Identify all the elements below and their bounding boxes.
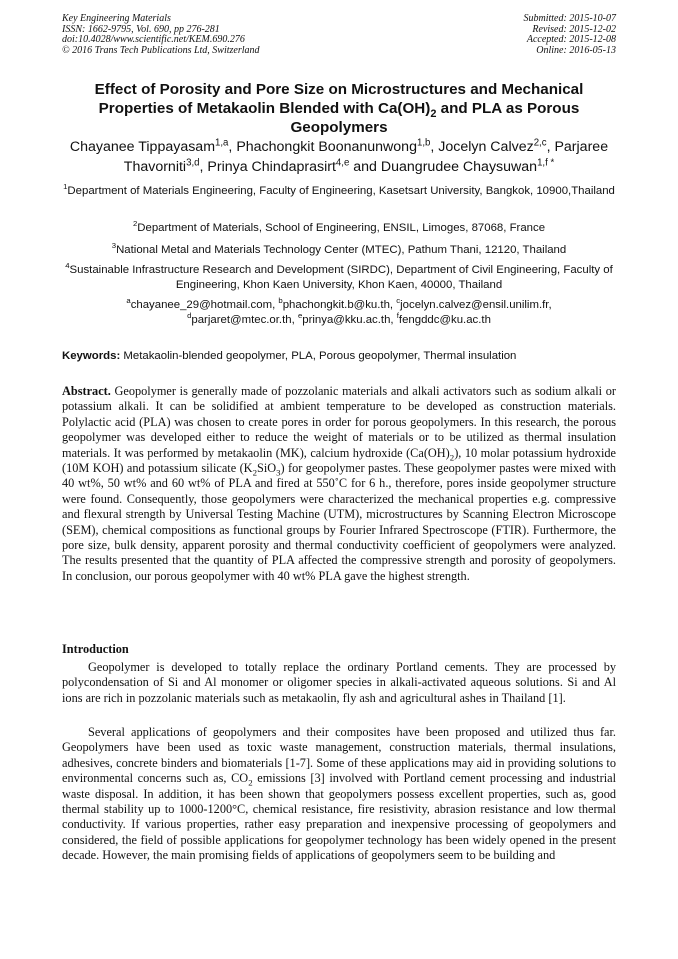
keywords: [62, 349, 616, 364]
affiliation-number: 4: [65, 261, 70, 271]
email-link[interactable]: parjaret@mtec.or.th: [191, 314, 292, 326]
author-affil-mark: 1,f *: [537, 156, 555, 168]
email-mark: b: [278, 296, 283, 306]
author-separator: ,: [228, 139, 237, 155]
journal-doi: doi:10.4028/www.scientific.net/KEM.690.276: [62, 34, 245, 46]
abstract-text: ) for geopolymer pastes. These geopolymer pastes were mixed with 40 wt%, 50 wt% and 60 wt% of PLA and fired at 550˚C for 6 h., therefore, pores inside geopolymer structure were found. Consequently, those geopolymers were characterized the mechanical properties e.g. compressive and flexural strength by Universal Testing Machine (UTM), microstructures by Scanning Electron Microscope (SEM), chemical compositions as functional groups by Fourier Infrared Spectroscope (FTIR). Furthermore, the pore size, bulk density, apparent porosity and thermal conductivity coefficient of geopolymers were analyzed. The results presented that the quantity of PLA affected the compressive strength and porosity of geopolymers. In conclusion, our porous geopolymer with 40 wt% PLA gave the highest strength.: [62, 461, 616, 583]
journal-name: Key Engineering Materials: [62, 13, 171, 24]
author-separator: and: [349, 158, 381, 175]
journal-header-left: [62, 14, 260, 56]
title-part-1: Effect of Porosity and Pore Size on Microstructures and Mechanical Properties of Metakaolin Blended with Ca(OH): [94, 81, 584, 117]
email-mark: e: [297, 311, 303, 321]
paper-title: [62, 80, 616, 137]
introduction-heading: Introduction: [62, 642, 129, 656]
email-link[interactable]: chayanee_29@hotmail.com: [130, 299, 273, 311]
author-separator: ,: [430, 139, 439, 155]
author-name: Phachongkit Boonanunwong: [236, 139, 417, 155]
affiliation-number: 3: [111, 241, 117, 251]
affiliation-text: National Metal and Materials Technology Center (MTEC), Pathum Thani, 12120, Thailand: [116, 244, 567, 256]
abstract-text: ), 10 molar potassium hydroxide (10M KOH) and potassium silicate (K: [62, 445, 616, 476]
keywords-label: Keywords:: [62, 350, 121, 362]
journal-issn: ISSN: 1662-9795, Vol. 690, pp 276-281: [62, 23, 220, 35]
introduction-paragraph-1: Geopolymer is developed to totally replace the ordinary Portland cements. They are processed by polycondensation of Si and Al monomer or oligomer species in alkali-activated aqueous solutions. Si and Al ions are rich in pozzolanic materials such as metakaolin, fly ash and agricultural ashes in Thailand [1].: [62, 660, 616, 705]
author-name: Jocelyn Calvez: [438, 139, 534, 155]
journal-header-right: [524, 14, 617, 56]
author-affil-mark: 3,d: [186, 156, 200, 168]
affiliation-4: [62, 263, 616, 293]
email-entry: [297, 311, 397, 326]
submitted-date: Submitted: 2015-10-07: [523, 13, 616, 24]
abstract-subscript: 2: [449, 452, 455, 463]
author-name: Duangrudee Chaysuwan: [380, 158, 538, 175]
affiliation-text: Department of Materials, School of Engineering, ENSIL, Limoges, 87068, France: [137, 222, 546, 234]
author-affil-mark: 4,e: [335, 156, 350, 168]
affiliation-text: Department of Materials Engineering, Faculty of Engineering, Kasetsart University, Bangkok, 10900,Thailand: [67, 185, 615, 197]
email-mark: c: [396, 296, 401, 306]
email-link[interactable]: jocelyn.calvez@ensil.unilim.fr: [400, 299, 549, 311]
author: [380, 156, 555, 175]
paragraph-text: Several applications of geopolymers and their composites have been proposed and utilized thus far. Geopolymers have been used as toxic waste management, construction materials, thermal insulations, adhesives, concrete binders and biomaterials [1-7]. Some of these applications may aid in providing solutions to environmental concerns such as, CO: [62, 725, 616, 786]
affiliation-number: 1: [63, 182, 68, 192]
email-entry: [396, 311, 491, 326]
author-separator: ,: [546, 139, 555, 155]
email-mark: d: [187, 311, 192, 321]
email-separator: ,: [548, 299, 552, 311]
email-entry: [126, 296, 279, 311]
email-entry: [187, 311, 298, 326]
author: [236, 139, 438, 155]
affiliation-number: 2: [132, 219, 138, 229]
abstract-text: Geopolymer is generally made of pozzolanic materials and alkali activators such as sodium alkali or potassium alkali. It can be solidified at ambient temperature to be developed as construction materials. Polylactic acid (PLA) was chosen to create pores in order for porous geopolymers. In this research, the porous geopolymer was developed either to reduce the weight of materials or to be utilized as thermal insulation materials. It was performed by metakaolin (MK), calcium hydroxide (Ca(OH): [62, 384, 616, 460]
author-separator: ,: [199, 158, 208, 175]
author-name: Chayanee Tippayasam: [69, 139, 216, 155]
journal-copyright: © 2016 Trans Tech Publications Ltd, Switzerland: [62, 44, 260, 56]
accepted-date: Accepted: 2015-12-08: [526, 34, 616, 46]
keywords-text: Metakaolin-blended geopolymer, PLA, Porous geopolymer, Thermal insulation: [120, 350, 517, 362]
abstract: [62, 384, 616, 584]
author-affil-mark: 1,a: [215, 137, 229, 149]
author: [207, 156, 381, 175]
title-part-2: and PLA as Porous Geopolymers: [290, 100, 580, 136]
email-entry: [396, 296, 552, 311]
online-date: Online: 2016-05-13: [536, 44, 616, 56]
paragraph-subscript: 2: [248, 777, 253, 788]
introduction-paragraph-2: [62, 725, 616, 864]
email-list: [62, 298, 616, 328]
email-link[interactable]: prinya@kku.ac.th: [302, 314, 391, 326]
author-affil-mark: 1,b: [416, 137, 431, 149]
author-name: Parjaree Thavorniti: [123, 139, 609, 175]
abstract-label: Abstract.: [62, 384, 111, 398]
abstract-text: SiO: [256, 461, 277, 476]
author-affil-mark: 2,c: [533, 137, 547, 149]
email-link[interactable]: phachongkit.b@ku.th: [282, 299, 390, 311]
email-separator: ,: [272, 299, 279, 311]
affiliation-2: [62, 221, 616, 236]
abstract-subscript: 3: [276, 467, 281, 478]
author: [70, 139, 236, 155]
paragraph-text: emissions [3] involved with Portland cement processing and industrial waste disposal. In addition, it has been shown that geopolymers possess excellent properties, such as, good thermal stability up to 1000-1200°C, chemical resistance, fire resistivity, abrasion resistance and low thermal conductivity. If various properties, rather easy preparation and inexpensive processing of geopolymers and considered, the field of possible applications for geopolymer technology has been widely opened in the present decade. However, the main promising fields of applications of geopolymers seem to be building and: [62, 771, 616, 863]
author: [438, 139, 554, 155]
author-list: [62, 138, 616, 177]
email-link[interactable]: fengddc@ku.ac.th: [398, 314, 491, 326]
email-separator: ,: [389, 299, 397, 311]
email-separator: ,: [291, 314, 298, 326]
email-separator: ,: [390, 314, 397, 326]
email-mark: a: [126, 296, 131, 306]
abstract-subscript: 2: [252, 467, 257, 478]
affiliation-1: [62, 184, 616, 199]
affiliation-3: [62, 243, 616, 258]
title-subscript: 2: [430, 108, 437, 121]
revised-date: Revised: 2015-12-02: [532, 23, 616, 35]
affiliation-text: Sustainable Infrastructure Research and Development (SIRDC), Department of Civil Engineering, Faculty of Engineering, Khon Kaen University, Khon Kaen, 40000, Thailand: [69, 264, 613, 291]
email-entry: [278, 296, 397, 311]
email-mark: f: [396, 311, 399, 321]
author-name: Prinya Chindaprasirt: [207, 158, 336, 175]
